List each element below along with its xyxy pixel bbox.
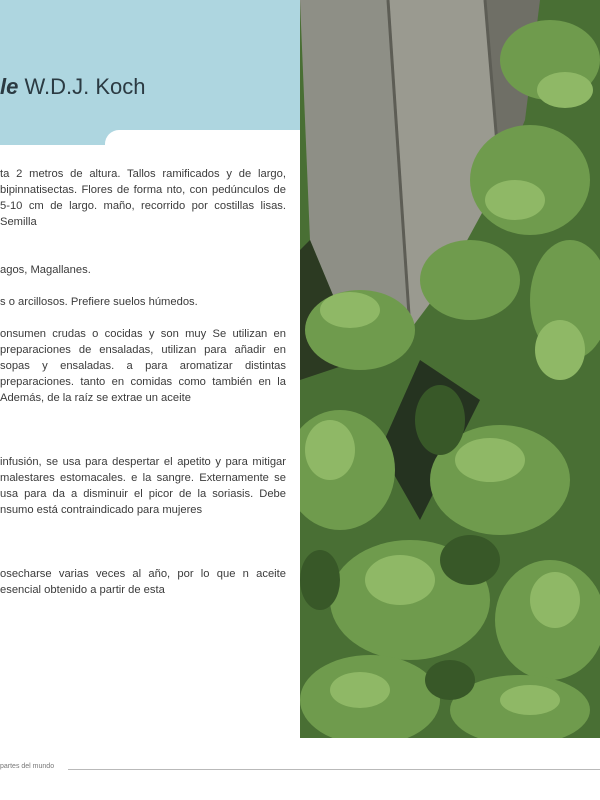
lovage-plant-photo [300, 0, 600, 738]
footer-text: partes del mundo [0, 763, 55, 770]
paragraph-culinary: onsumen crudas o cocidas y son muy Se utilizan en preparaciones de ensaladas, utilizan para añadir en sopas y ensaladas. a para aromatizar distintas preparaciones. tanto en comidas como también en la Además, de la raíz se extrae un aceite [0, 328, 286, 404]
footer-divider [68, 769, 600, 770]
paragraph-description: ta 2 metros de altura. Tallos ramificados y de largo, bipinnatisectas. Flores de forma nto, con pedúnculos de 5-10 cm de largo. maño, recorrido por costillas lisas. Semilla [0, 168, 286, 228]
paragraph-harvest: osecharse varias veces al año, por lo que n aceite esencial obtenido a partir de esta [0, 568, 286, 596]
paragraph-distribution: agos, Magallanes. [0, 264, 91, 276]
header-band [0, 0, 300, 145]
title-author: W.D.J. Koch [18, 74, 146, 99]
paragraph-medicinal: infusión, se usa para despertar el apetito y para mitigar malestares estomacales. e la sangre. Externamente se usa para da a disminuir el picor de la soriasis. Debe nsumo está contraindicado para mujeres [0, 456, 286, 516]
page-title [0, 74, 146, 100]
paragraph-soil: s o arcillosos. Prefiere suelos húmedos. [0, 296, 198, 308]
header-notch [105, 130, 300, 160]
title-italic: le [0, 74, 19, 99]
